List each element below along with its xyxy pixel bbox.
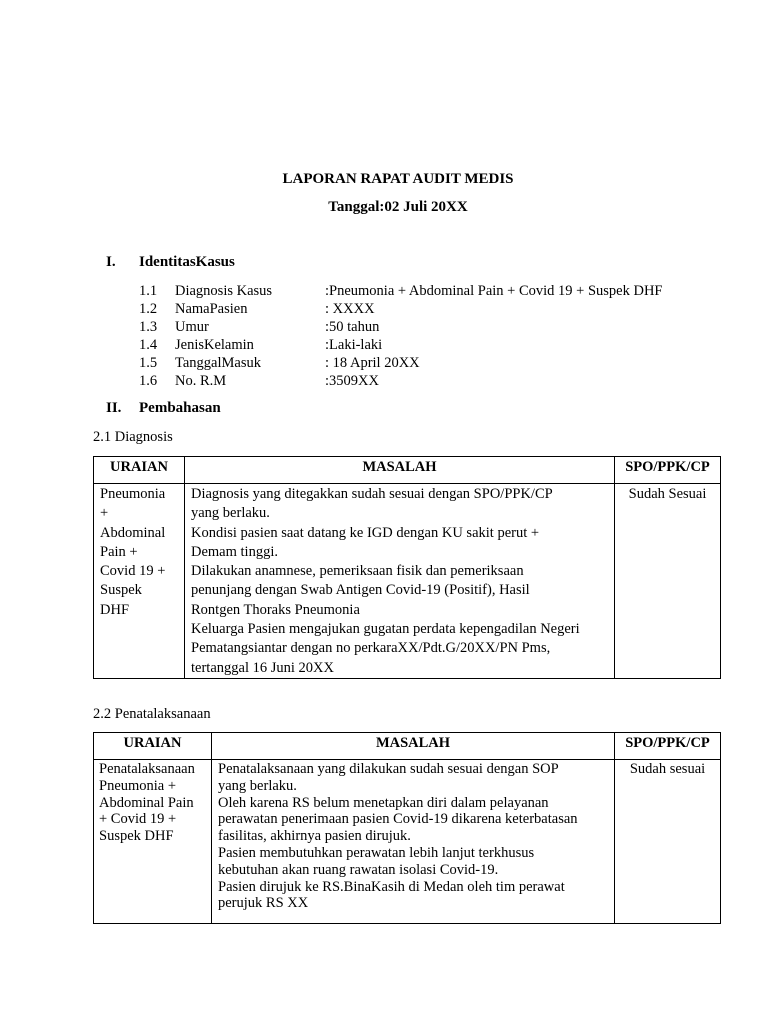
masalah-cell	[212, 760, 615, 924]
uraian-line: Suspek	[100, 582, 142, 599]
row-value: : 18 April 20XX	[325, 355, 420, 371]
masalah-line: Rontgen Thoraks Pneumonia	[191, 601, 360, 618]
row-number: 1.6	[139, 373, 158, 389]
masalah-line: Demam tinggi.	[191, 543, 278, 560]
masalah-line: Penatalaksanaan yang dilakukan sudah sesuai dengan SOP	[218, 761, 559, 777]
header-masalah: MASALAH	[212, 733, 615, 760]
masalah-line: fasilitas, akhirnya pasien dirujuk.	[218, 828, 411, 845]
header-spo: SPO/PPK/CP	[615, 457, 721, 484]
row-label: NamaPasien	[175, 301, 248, 317]
uraian-line: Pain +	[100, 543, 138, 560]
uraian-line: Pneumonia +	[99, 777, 177, 794]
header-uraian: URAIAN	[94, 733, 212, 760]
masalah-line: Oleh karena RS belum menetapkan diri dalam pelayanan	[218, 794, 549, 811]
row-label: TanggalMasuk	[175, 355, 261, 371]
row-number: 1.4	[139, 337, 158, 353]
row-label: Umur	[175, 319, 209, 335]
masalah-line: yang berlaku.	[218, 777, 297, 794]
uraian-line: Suspek DHF	[99, 828, 174, 845]
row-value: : XXXX	[325, 301, 375, 317]
masalah-line: perawatan penerimaan pasien Covid-19 dikarena keterbatasan	[218, 811, 578, 828]
masalah-line: Pasien dirujuk ke RS.BinaKasih di Medan oleh tim perawat	[218, 878, 565, 895]
uraian-line: Covid 19 +	[100, 563, 166, 580]
penatalaksanaan-table	[93, 732, 721, 924]
row-number: 1.5	[139, 355, 158, 371]
uraian-line: + Covid 19 +	[99, 811, 177, 828]
row-value: :3509XX	[325, 373, 379, 389]
diagnosis-table	[93, 456, 721, 679]
section-title: Pembahasan	[139, 400, 221, 416]
header-uraian: URAIAN	[94, 457, 185, 484]
masalah-line: Diagnosis yang ditegakkan sudah sesuai dengan SPO/PPK/CP	[191, 486, 553, 502]
status-cell: Sudah sesuai	[615, 760, 721, 924]
uraian-line: Pneumonia	[100, 486, 166, 502]
row-number: 1.1	[139, 283, 158, 299]
row-value: :50 tahun	[325, 319, 380, 335]
masalah-cell	[185, 484, 615, 679]
row-value: :Laki-laki	[325, 337, 383, 353]
row-label: Diagnosis Kasus	[175, 283, 273, 299]
row-label: No. R.M	[175, 373, 227, 389]
uraian-line: +	[100, 505, 109, 522]
masalah-line: Keluarga Pasien mengajukan gugatan perdata kepengadilan Negeri	[191, 621, 580, 638]
row-label: JenisKelamin	[175, 337, 254, 353]
section-pembahasan-heading	[106, 400, 406, 420]
section-number: II.	[106, 400, 122, 416]
row-number: 1.2	[139, 301, 158, 317]
status-cell: Sudah Sesuai	[615, 484, 721, 679]
masalah-line: penunjang dengan Swab Antigen Covid-19 (Positif), Hasil	[191, 582, 530, 599]
uraian-line: Abdominal	[100, 524, 166, 541]
subsection-diagnosis: 2.1 Diagnosis	[93, 429, 173, 445]
subsection-penatalaksanaan: 2.2 Penatalaksanaan	[93, 706, 211, 722]
uraian-cell	[94, 484, 185, 679]
header-spo: SPO/PPK/CP	[615, 733, 721, 760]
masalah-line: Dilakukan anamnese, pemeriksaan fisik dan pemeriksaan	[191, 563, 524, 580]
section-number: I.	[106, 254, 116, 270]
row-value: :Pneumonia + Abdominal Pain + Covid 19 + Suspek DHF	[325, 283, 663, 299]
header-masalah: MASALAH	[185, 457, 615, 484]
section-title: IdentitasKasus	[139, 254, 235, 270]
uraian-line: Abdominal Pain	[99, 794, 194, 811]
masalah-line: Pematangsiantar dengan no perkaraXX/Pdt.G/20XX/PN Pms,	[191, 640, 551, 657]
uraian-cell	[94, 760, 212, 924]
report-date: Tanggal:02 Juli 20XX	[328, 199, 468, 215]
masalah-line: tertanggal 16 Juni 20XX	[191, 659, 334, 676]
uraian-line: Penatalaksanaan	[99, 761, 195, 777]
uraian-line: DHF	[100, 601, 130, 618]
masalah-line: perujuk RS XX	[218, 895, 309, 912]
report-title: LAPORAN RAPAT AUDIT MEDIS	[282, 171, 514, 187]
masalah-line: kebutuhan akan ruang rawatan isolasi Covid-19.	[218, 861, 499, 878]
masalah-line: yang berlaku.	[191, 505, 270, 522]
masalah-line: Kondisi pasien saat datang ke IGD dengan KU sakit perut +	[191, 524, 540, 541]
row-number: 1.3	[139, 319, 158, 335]
section-identitas-heading	[106, 254, 406, 274]
masalah-line: Pasien membutuhkan perawatan lebih lanjut terkhusus	[218, 844, 535, 861]
